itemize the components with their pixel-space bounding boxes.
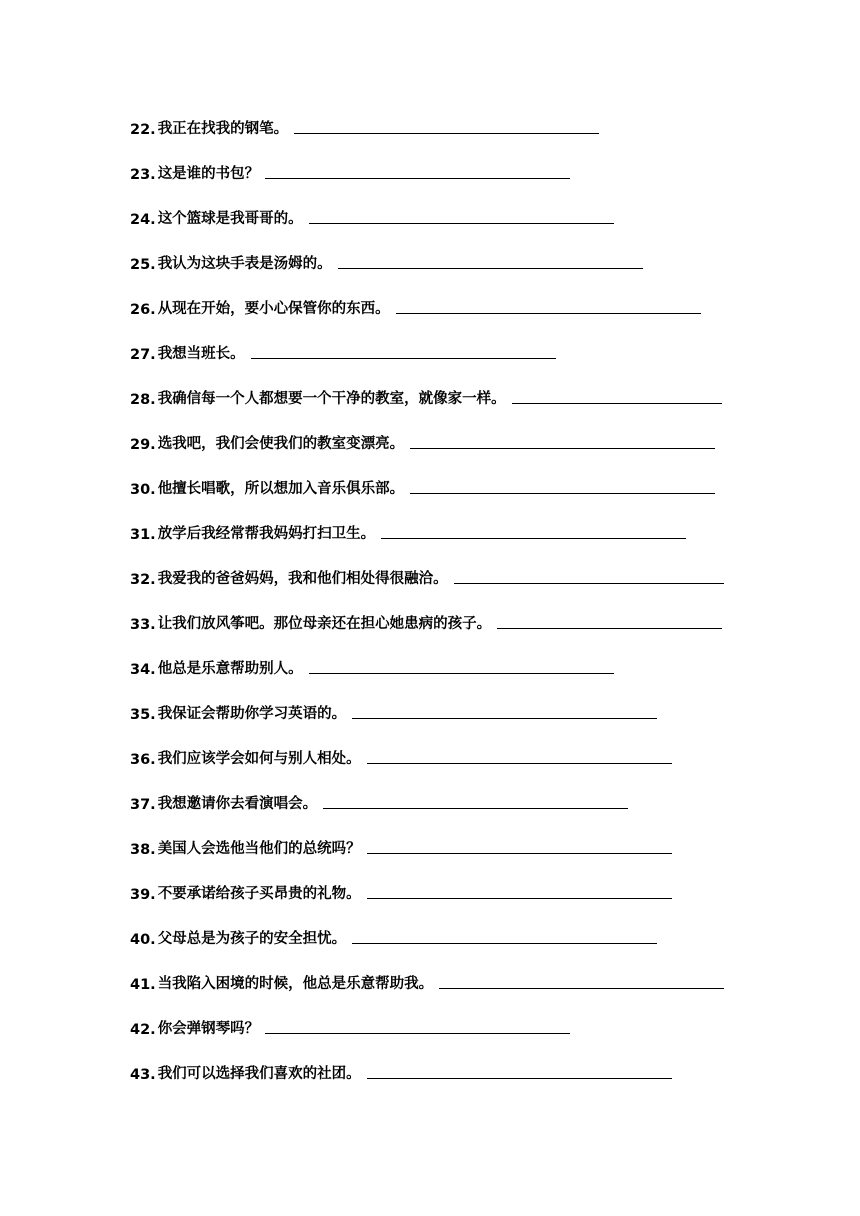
item-text: 这个篮球是我哥哥的。: [157, 211, 303, 227]
item-number: 26.: [130, 302, 156, 318]
list-item: [130, 339, 556, 363]
item-text: 我想邀请你去看演唱会。: [157, 796, 318, 812]
item-number: 36.: [130, 752, 156, 768]
item-number: 43.: [130, 1067, 156, 1083]
item-number: 39.: [130, 887, 156, 903]
answer-line[interactable]: [454, 582, 724, 584]
item-text: 他擅长唱歌，所以想加入音乐俱乐部。: [157, 481, 405, 497]
item-text: 我保证会帮助你学习英语的。: [157, 706, 347, 722]
item-number: 22.: [130, 122, 156, 138]
list-item: [130, 1014, 570, 1038]
answer-line[interactable]: [338, 267, 643, 269]
list-item: [130, 609, 722, 633]
list-item: [130, 474, 715, 498]
answer-line[interactable]: [396, 312, 701, 314]
list-item: [130, 969, 724, 993]
item-text: 当我陷入困境的时候，他总是乐意帮助我。: [157, 976, 434, 992]
item-number: 27.: [130, 347, 156, 363]
answer-line[interactable]: [367, 1077, 672, 1079]
item-text: 我爱我的爸爸妈妈，我和他们相处得很融洽。: [157, 571, 448, 587]
item-text: 从现在开始，要小心保管你的东西。: [157, 301, 390, 317]
list-item: [130, 384, 722, 408]
item-number: 24.: [130, 212, 156, 228]
answer-line[interactable]: [265, 1032, 570, 1034]
item-number: 42.: [130, 1022, 156, 1038]
item-text: 我确信每一个人都想要一个干净的教室，就像家一样。: [157, 391, 506, 407]
list-item: [130, 699, 657, 723]
answer-line[interactable]: [352, 942, 657, 944]
item-text: 我们可以选择我们喜欢的社团。: [157, 1066, 361, 1082]
item-text: 放学后我经常帮我妈妈打扫卫生。: [157, 526, 376, 542]
item-text: 他总是乐意帮助别人。: [157, 661, 303, 677]
list-item: [130, 654, 614, 678]
answer-line[interactable]: [410, 492, 715, 494]
item-text: 我们应该学会如何与别人相处。: [157, 751, 361, 767]
item-number: 25.: [130, 257, 156, 273]
item-number: 30.: [130, 482, 156, 498]
item-number: 41.: [130, 977, 156, 993]
list-item: [130, 1059, 672, 1083]
answer-line[interactable]: [381, 537, 686, 539]
item-number: 38.: [130, 842, 156, 858]
list-item: [130, 249, 643, 273]
answer-line[interactable]: [367, 852, 672, 854]
answer-line[interactable]: [265, 177, 570, 179]
item-text: 不要承诺给孩子买昂贵的礼物。: [157, 886, 361, 902]
answer-line[interactable]: [352, 717, 657, 719]
item-number: 32.: [130, 572, 156, 588]
list-item: [130, 789, 628, 813]
answer-line[interactable]: [367, 897, 672, 899]
item-text: 让我们放风筝吧。那位母亲还在担心她患病的孩子。: [157, 616, 492, 632]
item-number: 23.: [130, 167, 156, 183]
item-number: 33.: [130, 617, 156, 633]
list-item: [130, 924, 657, 948]
item-text: 父母总是为孩子的安全担忧。: [157, 931, 347, 947]
answer-line[interactable]: [309, 672, 614, 674]
list-item: [130, 564, 724, 588]
item-text: 选我吧，我们会使我们的教室变漂亮。: [157, 436, 405, 452]
list-item: [130, 834, 672, 858]
answer-line[interactable]: [309, 222, 614, 224]
answer-line[interactable]: [512, 402, 722, 404]
list-item: [130, 744, 672, 768]
item-text: 我认为这块手表是汤姆的。: [157, 256, 332, 272]
answer-line[interactable]: [251, 357, 556, 359]
item-number: 28.: [130, 392, 156, 408]
item-text: 我正在找我的钢笔。: [157, 121, 289, 137]
answer-line[interactable]: [367, 762, 672, 764]
list-item: [130, 429, 715, 453]
item-number: 29.: [130, 437, 156, 453]
item-text: 这是谁的书包？: [157, 166, 260, 182]
list-item: [130, 879, 672, 903]
list-item: [130, 204, 614, 228]
item-number: 35.: [130, 707, 156, 723]
answer-line[interactable]: [497, 627, 722, 629]
answer-line[interactable]: [323, 807, 628, 809]
answer-line[interactable]: [439, 987, 724, 989]
item-number: 37.: [130, 797, 156, 813]
answer-line[interactable]: [410, 447, 715, 449]
list-item: [130, 519, 686, 543]
list-item: [130, 159, 570, 183]
item-number: 34.: [130, 662, 156, 678]
item-text: 美国人会选他当他们的总统吗？: [157, 841, 361, 857]
list-item: [130, 294, 701, 318]
item-number: 31.: [130, 527, 156, 543]
answer-line[interactable]: [294, 132, 599, 134]
item-text: 我想当班长。: [157, 346, 245, 362]
item-number: 40.: [130, 932, 156, 948]
item-text: 你会弹钢琴吗？: [157, 1021, 260, 1037]
list-item: [130, 114, 599, 138]
